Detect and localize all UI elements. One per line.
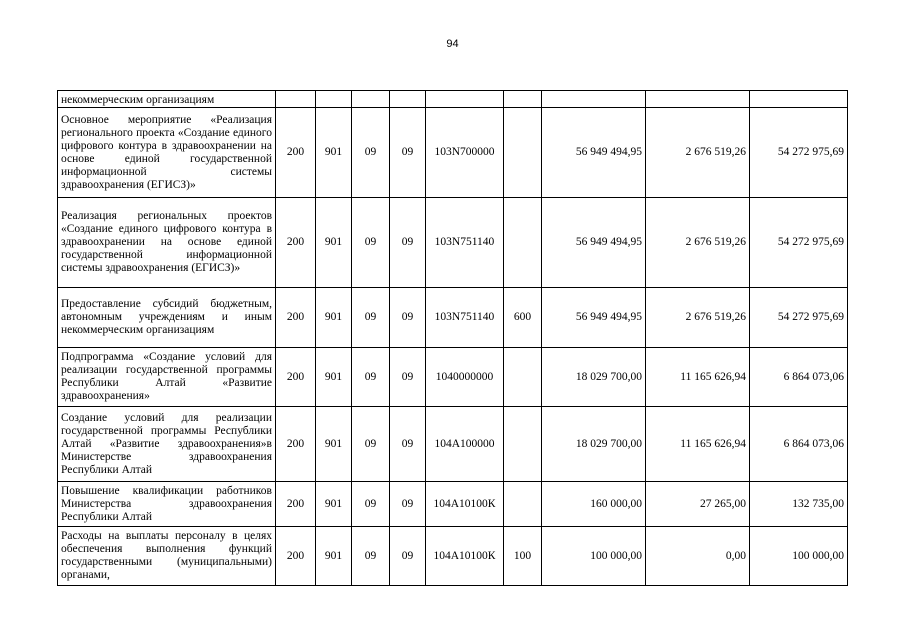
cell-target-code: 104А10100К: [426, 482, 504, 527]
row-description: Основное мероприятие «Реализация регионального проекта «Создание единого цифрового контура в здравоохранении на основе единой государственной информационной системы здравоохранения (ЕГИСЗ)»: [58, 108, 276, 198]
cell-sum-plan: 56 949 494,95: [542, 198, 646, 288]
cell-col2: 200: [276, 198, 316, 288]
cell-col2: 200: [276, 482, 316, 527]
table-row: [58, 288, 848, 348]
cell-col4: 09: [352, 482, 390, 527]
cell-expense-type: [504, 91, 542, 108]
cell-col5: 09: [390, 348, 426, 407]
cell-sum-executed: 11 165 626,94: [646, 348, 750, 407]
cell-col4: [352, 91, 390, 108]
cell-col4: 09: [352, 348, 390, 407]
cell-sum-plan: [542, 91, 646, 108]
cell-col3: 901: [316, 482, 352, 527]
cell-sum-plan: 56 949 494,95: [542, 288, 646, 348]
table-row: [58, 198, 848, 288]
cell-col5: 09: [390, 288, 426, 348]
cell-sum-plan: 100 000,00: [542, 527, 646, 586]
budget-table: [57, 90, 848, 586]
cell-sum-executed: 2 676 519,26: [646, 198, 750, 288]
cell-sum-executed: 11 165 626,94: [646, 407, 750, 482]
cell-col5: 09: [390, 198, 426, 288]
cell-col3: 901: [316, 348, 352, 407]
cell-col2: 200: [276, 407, 316, 482]
cell-sum-plan: 18 029 700,00: [542, 348, 646, 407]
table-row: [58, 527, 848, 586]
cell-target-code: 103N751140: [426, 198, 504, 288]
cell-sum-executed: 0,00: [646, 527, 750, 586]
cell-col4: 09: [352, 108, 390, 198]
cell-target-code: 103N700000: [426, 108, 504, 198]
cell-col2: 200: [276, 348, 316, 407]
cell-col2: 200: [276, 108, 316, 198]
cell-col5: [390, 91, 426, 108]
table-row: [58, 407, 848, 482]
cell-sum-executed: [646, 91, 750, 108]
cell-target-code: 104А100000: [426, 407, 504, 482]
cell-expense-type: [504, 482, 542, 527]
row-description: Расходы на выплаты персоналу в целях обеспечения выполнения функций государственными (муниципальными) органами,: [58, 527, 276, 586]
cell-expense-type: 600: [504, 288, 542, 348]
cell-sum-executed: 27 265,00: [646, 482, 750, 527]
cell-col2: 200: [276, 288, 316, 348]
cell-expense-type: [504, 348, 542, 407]
cell-expense-type: 100: [504, 527, 542, 586]
cell-col4: 09: [352, 198, 390, 288]
cell-expense-type: [504, 108, 542, 198]
cell-sum-plan: 160 000,00: [542, 482, 646, 527]
cell-sum-remaining: 54 272 975,69: [750, 198, 848, 288]
cell-sum-plan: 18 029 700,00: [542, 407, 646, 482]
row-description: Повышение квалификации работников Министерства здравоохранения Республики Алтай: [58, 482, 276, 527]
cell-expense-type: [504, 407, 542, 482]
cell-sum-remaining: 54 272 975,69: [750, 288, 848, 348]
cell-sum-remaining: 6 864 073,06: [750, 348, 848, 407]
cell-sum-remaining: 100 000,00: [750, 527, 848, 586]
cell-col5: 09: [390, 407, 426, 482]
cell-col3: 901: [316, 198, 352, 288]
row-description: Подпрограмма «Создание условий для реализации государственной программы Республики Алтай «Развитие здравоохранения»: [58, 348, 276, 407]
table-row: [58, 348, 848, 407]
row-description: Предоставление субсидий бюджетным, автономным учреждениям и иным некоммерческим организациям: [58, 288, 276, 348]
cell-col3: 901: [316, 527, 352, 586]
cell-sum-remaining: [750, 91, 848, 108]
table-row: [58, 91, 848, 108]
cell-col5: 09: [390, 482, 426, 527]
cell-target-code: 104А10100К: [426, 527, 504, 586]
cell-col3: 901: [316, 288, 352, 348]
cell-col4: 09: [352, 527, 390, 586]
row-description: некоммерческим организациям: [58, 91, 276, 108]
row-description: Создание условий для реализации государственной программы Республики Алтай «Развитие здравоохранения»в Министерстве здравоохранения Республики Алтай: [58, 407, 276, 482]
cell-col3: [316, 91, 352, 108]
cell-col4: 09: [352, 407, 390, 482]
cell-col4: 09: [352, 288, 390, 348]
table-row: [58, 482, 848, 527]
cell-sum-plan: 56 949 494,95: [542, 108, 646, 198]
page-number: 94: [446, 38, 459, 50]
cell-sum-remaining: 132 735,00: [750, 482, 848, 527]
cell-col3: 901: [316, 108, 352, 198]
cell-col2: 200: [276, 527, 316, 586]
cell-col2: [276, 91, 316, 108]
cell-target-code: 1040000000: [426, 348, 504, 407]
row-description: Реализация региональных проектов «Создание единого цифрового контура в здравоохранении на основе единой государственной информационной системы здравоохранения (ЕГИСЗ)»: [58, 198, 276, 288]
cell-sum-remaining: 6 864 073,06: [750, 407, 848, 482]
cell-col3: 901: [316, 407, 352, 482]
cell-target-code: 103N751140: [426, 288, 504, 348]
cell-target-code: [426, 91, 504, 108]
cell-sum-executed: 2 676 519,26: [646, 288, 750, 348]
cell-sum-executed: 2 676 519,26: [646, 108, 750, 198]
cell-col5: 09: [390, 108, 426, 198]
cell-sum-remaining: 54 272 975,69: [750, 108, 848, 198]
cell-expense-type: [504, 198, 542, 288]
cell-col5: 09: [390, 527, 426, 586]
table-row: [58, 108, 848, 198]
